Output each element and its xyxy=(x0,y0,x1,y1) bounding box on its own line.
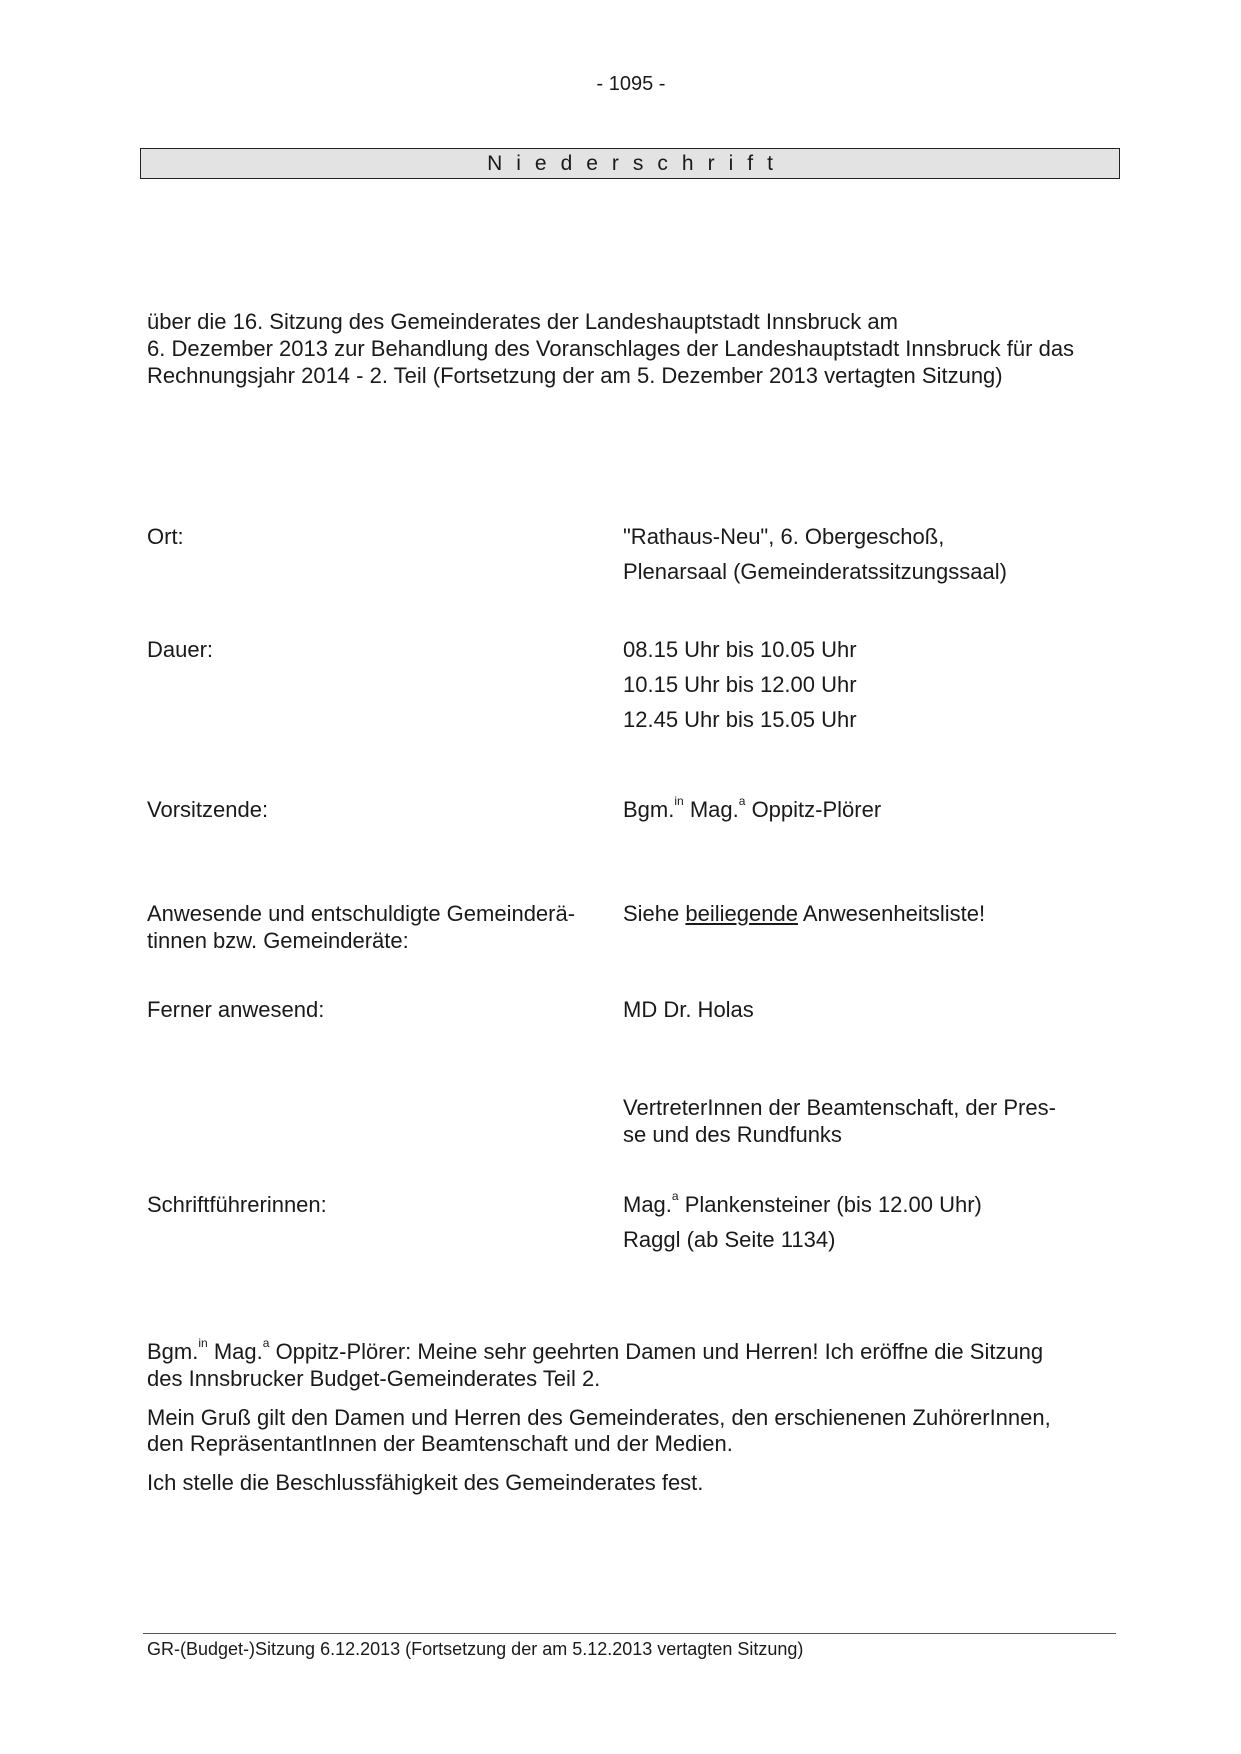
title-bgm-sup: in xyxy=(674,794,684,808)
speech-paragraph xyxy=(147,1405,1127,1459)
vorsitz-value xyxy=(623,794,1123,824)
ort-label: Ort: xyxy=(147,524,184,549)
anwesende-label xyxy=(147,901,607,955)
schrift-line1: Plankensteiner (bis 12.00 Uhr) xyxy=(684,1192,982,1217)
dauer-label: Dauer: xyxy=(147,637,214,662)
dauer-line: 08.15 Uhr bis 10.05 Uhr xyxy=(623,637,857,662)
schrift-mag: Mag. xyxy=(623,1192,672,1217)
speech-bgm: Bgm. xyxy=(147,1339,199,1364)
ferner-value: MD Dr. Holas xyxy=(623,997,754,1022)
schrift-line xyxy=(623,1189,1123,1219)
ferner-extra-line: se und des Rundfunks xyxy=(623,1121,842,1147)
ort-line: "Rathaus-Neu", 6. Obergeschoß, xyxy=(623,524,945,549)
ort-line: Plenarsaal (Gemeinderatssitzungssaal) xyxy=(623,558,1007,584)
footer-text: GR-(Budget-)Sitzung 6.12.2013 (Fortsetzung der am 5.12.2013 vertagten Sitzung) xyxy=(147,1639,804,1659)
title-mag: Mag. xyxy=(689,797,739,822)
speech-paragraph: Ich stelle die Beschlussfähigkeit des Gemeinderates fest. xyxy=(147,1470,704,1496)
speech-paragraph xyxy=(147,1336,1127,1393)
schrift-mag-sup: a xyxy=(671,1189,679,1203)
dauer-value xyxy=(623,637,1123,741)
anwesenheitsliste-link: beiliegende xyxy=(685,901,798,926)
speaker-name: Oppitz-Plörer: xyxy=(275,1339,412,1364)
title-mag-sup: a xyxy=(738,794,746,808)
title-bgm: Bgm. xyxy=(623,797,675,822)
anwesende-value xyxy=(623,901,1123,928)
title-box xyxy=(140,148,1120,179)
intro-line: 6. Dezember 2013 zur Behandlung des Voranschlages der Landeshauptstadt Innsbruck für das xyxy=(147,335,1075,361)
schrift-label: Schriftführerinnen: xyxy=(147,1192,327,1217)
speech-text: des Innsbrucker Budget-Gemeinderates Teil 2. xyxy=(147,1365,601,1391)
intro-line: Rechnungsjahr 2014 - 2. Teil (Fortsetzung der am 5. Dezember 2013 vertagten Sitzung) xyxy=(147,362,1003,388)
speech-text: Meine sehr geehrten Damen und Herren! Ich eröffne die Sitzung xyxy=(417,1339,1044,1364)
dauer-line: 12.45 Uhr bis 15.05 Uhr xyxy=(623,706,857,732)
speech-mag: Mag. xyxy=(213,1339,263,1364)
speech-block xyxy=(147,1336,1127,1497)
speech-text: Mein Gruß gilt den Damen und Herren des Gemeinderates, den erschienenen ZuhörerInnen, xyxy=(147,1404,1051,1430)
ferner-extra-line: VertreterInnen der Beamtenschaft, der Pres- xyxy=(623,1095,1056,1120)
anwesende-pre: Siehe xyxy=(623,901,680,926)
vorsitz-name: Oppitz-Plörer xyxy=(751,797,882,822)
page-number: - 1095 - xyxy=(596,73,666,95)
schrift-line2: Raggl (ab Seite 1134) xyxy=(623,1226,836,1252)
speech-bgm-sup: in xyxy=(198,1336,208,1350)
ort-value xyxy=(623,524,1123,594)
speech-text: den RepräsentantInnen der Beamtenschaft und der Medien. xyxy=(147,1431,733,1457)
intro-paragraph xyxy=(147,309,1127,389)
footer-divider xyxy=(143,1633,1116,1634)
intro-line: über die 16. Sitzung des Gemeinderates der Landeshauptstadt Innsbruck am xyxy=(147,309,898,334)
anwesende-post: Anwesenheitsliste! xyxy=(802,901,986,926)
anwesende-label-line: tinnen bzw. Gemeinderäte: xyxy=(147,927,409,953)
ferner-extra xyxy=(623,1095,1123,1157)
dauer-line: 10.15 Uhr bis 12.00 Uhr xyxy=(623,671,857,697)
speech-mag-sup: a xyxy=(262,1336,270,1350)
schrift-value xyxy=(623,1189,1123,1262)
document-title: Niederschrift xyxy=(487,151,787,175)
anwesende-label-line: Anwesende und entschuldigte Gemeinderä- xyxy=(147,901,576,926)
ferner-label: Ferner anwesend: xyxy=(147,997,325,1022)
vorsitz-label: Vorsitzende: xyxy=(147,797,269,822)
